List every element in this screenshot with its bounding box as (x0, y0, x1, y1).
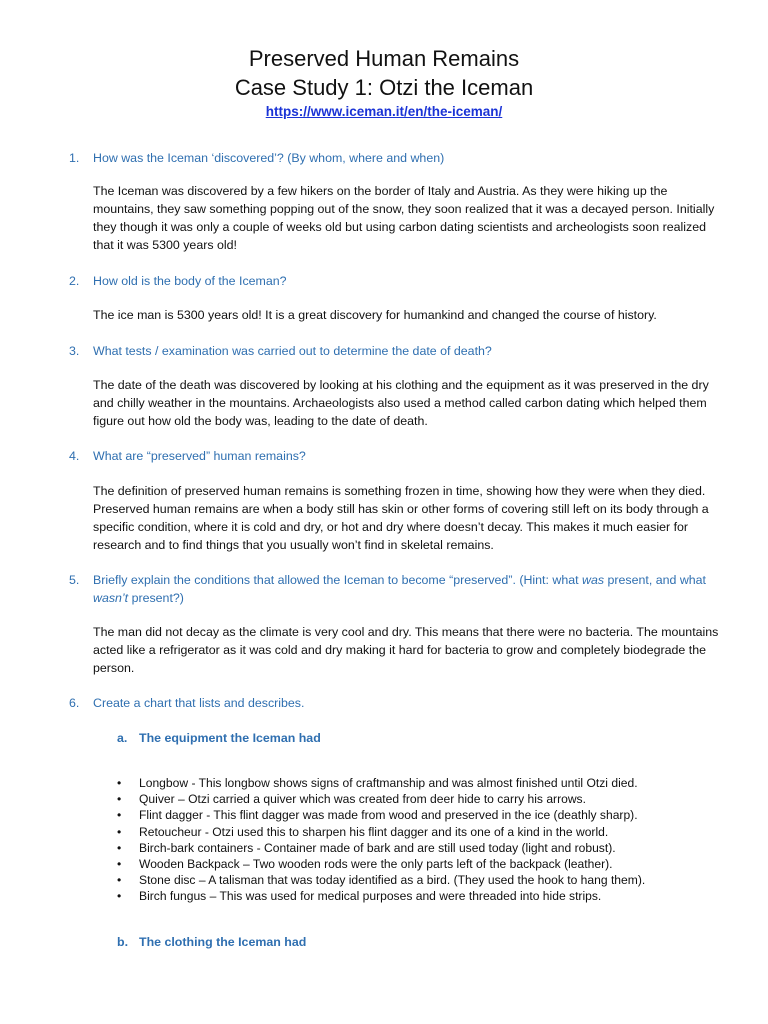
bullet-icon: • (117, 873, 122, 888)
subheading-text: The equipment the Iceman had (139, 731, 321, 745)
question-number: 3. (69, 344, 80, 358)
list-item-text: Wooden Backpack – Two wooden rods were the only parts left of the backpack (leather). (139, 857, 613, 872)
question-text (93, 571, 729, 607)
document-subtitle: Case Study 1: Otzi the Iceman (234, 75, 534, 100)
question-text-emphasis: was (582, 573, 605, 587)
question-text-part: present, and what (604, 573, 706, 587)
list-item-text: Stone disc – A talisman that was today identified as a bird. (They used the hook to hang them). (139, 873, 646, 888)
subheading-letter: b. (117, 935, 129, 949)
answer-4: The definition of preserved human remains is something frozen in time, showing how they were when they died. Preserved human remains are when a body still has skin or other forms of covering still left on its body through a specific condition, where it is cold and dry, or hot and dry where doesn’t decay. This makes it much easier for research and to find things that you usually won’t find in skeletal remains. (93, 484, 709, 552)
equipment-list (117, 775, 717, 905)
bullet-icon: • (117, 808, 122, 823)
list-item (117, 888, 717, 904)
bullet-icon: • (117, 776, 122, 790)
answer-5: The man did not decay as the climate is very cool and dry. This means that there were no bacteria. The mountains acted like a refrigerator as it was cold and dry making it hard for bacteria to grow and completely biodegrade the person. (93, 625, 719, 675)
question-text: Create a chart that lists and describes. (93, 696, 305, 710)
bullet-icon: • (117, 824, 122, 839)
list-item-text: Longbow - This longbow shows signs of craftmanship and was almost finished until Otzi died. (139, 776, 638, 790)
question-text: What tests / examination was carried out to determine the date of death? (93, 344, 492, 358)
list-item-text: Flint dagger - This flint dagger was made from wood and preserved in the ice (deathly sharp). (139, 808, 638, 823)
question-number: 2. (69, 274, 80, 288)
list-item (117, 872, 717, 888)
question-text: How was the Iceman ‘discovered’? (By whom, where and when) (93, 151, 445, 165)
answer-1: The Iceman was discovered by a few hikers on the border of Italy and Austria. As they were hiking up the mountains, they saw something popping out of the snow, they soon realized that it was a decayed person. Initially they though it was only a couple of weeks old but using carbon dating scientists and archeologists soon realized that it was 5300 years old! (93, 184, 715, 252)
list-item (117, 824, 717, 840)
list-item (117, 775, 717, 791)
question-number: 6. (69, 696, 80, 710)
question-text: What are “preserved” human remains? (93, 449, 306, 463)
bullet-icon: • (117, 792, 122, 807)
list-item-text: Birch-bark containers - Container made of bark and are still used today (light and robust). (139, 840, 616, 855)
list-item-text: Retoucheur - Otzi used this to sharpen his flint dagger and its one of a kind in the world. (139, 824, 609, 839)
list-item (117, 840, 717, 856)
question-text: How old is the body of the Iceman? (93, 274, 287, 288)
question-number: 5. (69, 573, 80, 587)
bullet-icon: • (117, 840, 122, 855)
subheading-text: The clothing the Iceman had (139, 935, 307, 949)
list-item-text: Quiver – Otzi carried a quiver which was created from deer hide to carry his arrows. (139, 792, 586, 807)
bullet-icon: • (117, 857, 122, 872)
question-text-part: Briefly explain the conditions that allowed the Iceman to become “preserved”. (Hint: what (93, 573, 582, 587)
document-title: Preserved Human Remains (248, 46, 520, 71)
question-number: 1. (69, 151, 80, 165)
subheading-letter: a. (117, 731, 128, 745)
list-item-text: Birch fungus – This was used for medical purposes and were threaded into hide strips. (139, 889, 602, 904)
list-item (117, 856, 717, 872)
question-text-emphasis: wasn’t (93, 591, 129, 605)
bullet-icon: • (117, 889, 122, 904)
question-number: 4. (69, 449, 80, 463)
answer-3: The date of the death was discovered by looking at his clothing and the equipment as it was preserved in the dry and chilly weather in the mountains. Archaeologists also used a method called carbon dating which helped them figure out how old the body was, leading to the date of death. (93, 378, 709, 428)
answer-2: The ice man is 5300 years old! It is a great discovery for humankind and changed the course of history. (93, 308, 657, 322)
list-item (117, 807, 717, 823)
list-item (117, 791, 717, 807)
question-text-part: present?) (128, 591, 184, 605)
source-link[interactable]: https://www.iceman.it/en/the-iceman/ (265, 104, 503, 119)
